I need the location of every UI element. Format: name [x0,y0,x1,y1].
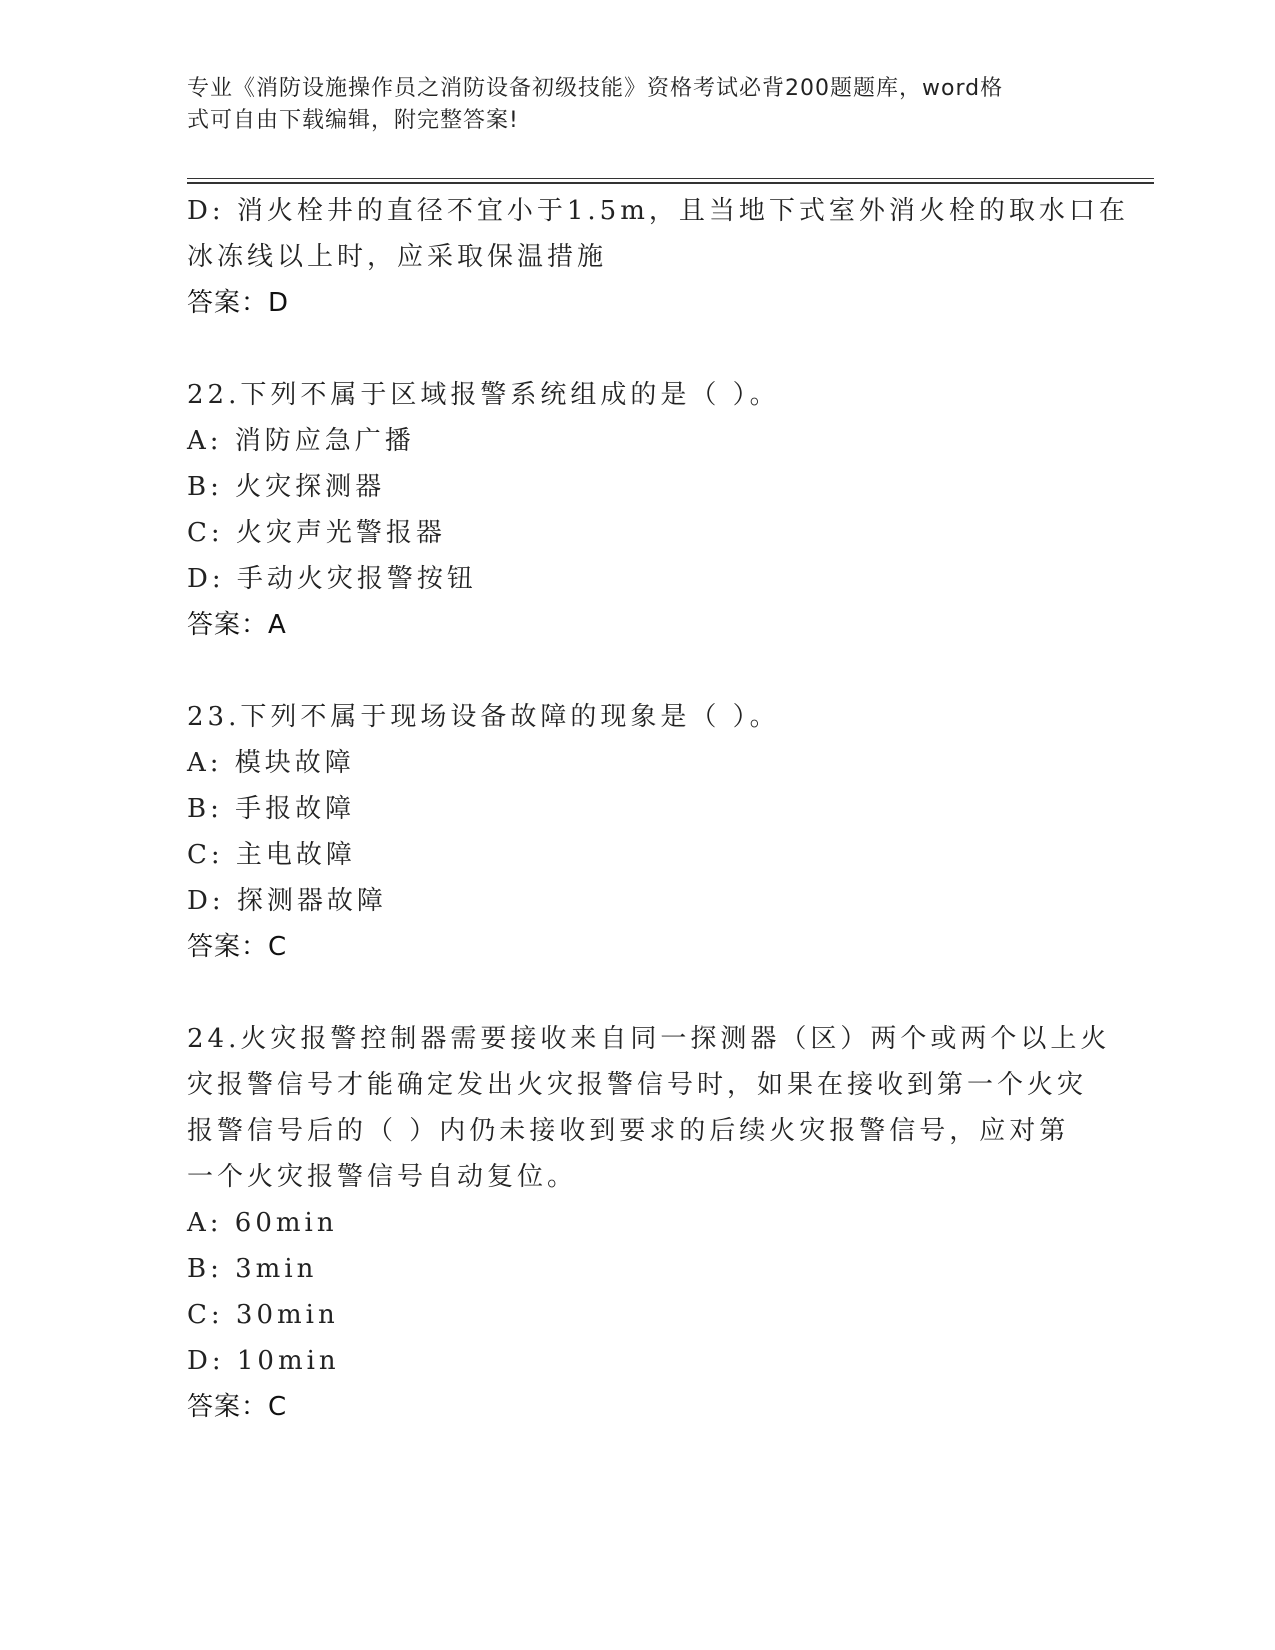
option-a: A: 模块故障 [187,748,355,778]
question-23 [187,694,1087,970]
question-22 [187,372,1087,648]
question-stem: 23.下列不属于现场设备故障的现象是（ ）。 [187,702,780,732]
header-divider-thick [187,182,1154,184]
header-line-2: 式可自由下载编辑，附完整答案! [187,108,519,133]
spacer [187,970,1087,1016]
option-a: A: 消防应急广播 [187,426,415,456]
option-d: D: 手动火灾报警按钮 [187,564,477,594]
spacer [187,326,1087,372]
question-24 [187,1016,1111,1430]
question-stem-line-3: 报警信号后的（ ）内仍未接收到要求的后续火灾报警信号，应对第 [187,1116,1070,1146]
question-stem: 22.下列不属于区域报警系统组成的是（ ）。 [187,380,780,410]
answer-23: 答案：C [187,932,288,962]
answer-21: 答案：D [187,288,290,318]
option-b: B: 火灾探测器 [187,472,386,502]
option-b: B: 3min [187,1254,318,1284]
option-b: B: 手报故障 [187,794,356,824]
question-21-tail [187,188,1129,326]
option-d: D: 探测器故障 [187,886,387,916]
option-d-line-1: D: 消火栓井的直径不宜小于1.5m，且当地下式室外消火栓的取水口在 [187,196,1129,226]
option-d: D: 10min [187,1346,340,1376]
question-stem-line-2: 灾报警信号才能确定发出火灾报警信号时，如果在接收到第一个火灾 [187,1070,1088,1100]
option-a: A: 60min [187,1208,338,1238]
header-line-1: 专业《消防设施操作员之消防设备初级技能》资格考试必背200题题库，word格 [187,76,1004,101]
option-c: C: 主电故障 [187,840,356,870]
spacer [187,648,1087,694]
option-d-line-2: 冰冻线以上时，应采取保温措施 [187,242,608,272]
answer-24: 答案：C [187,1392,288,1422]
option-c: C: 30min [187,1300,339,1330]
question-stem-line-1: 24.火灾报警控制器需要接收来自同一探测器（区）两个或两个以上火 [187,1024,1111,1054]
header-divider-thin [187,178,1154,179]
question-content [187,188,1129,1430]
option-c: C: 火灾声光警报器 [187,518,446,548]
page-header [187,73,1067,137]
answer-22: 答案：A [187,610,287,640]
question-stem-line-4: 一个火灾报警信号自动复位。 [187,1162,578,1192]
